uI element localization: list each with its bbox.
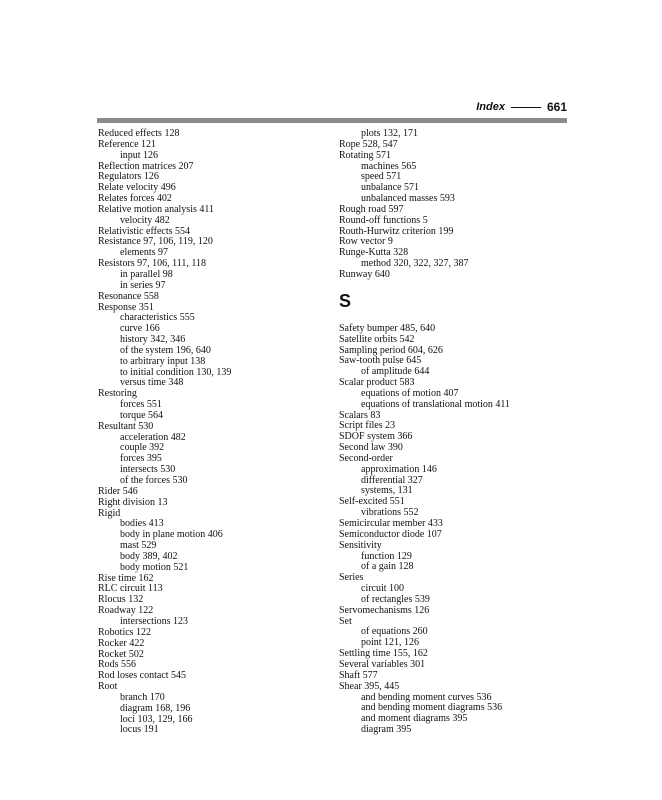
index-subentry: diagram 168, 196 xyxy=(120,702,191,714)
index-subentry: and bending moment curves 536 xyxy=(361,691,492,703)
index-entry: Roadway 122 xyxy=(98,605,154,617)
index-entry: Series xyxy=(339,572,364,584)
index-subentry: vibrations 552 xyxy=(361,507,419,519)
index-entry: Satellite orbits 542 xyxy=(339,333,415,345)
index-entry: Scalar product 583 xyxy=(339,377,415,389)
index-subentry: bodies 413 xyxy=(120,518,164,530)
index-entry: Right division 13 xyxy=(98,496,168,508)
index-entry: Regulators 126 xyxy=(98,171,159,183)
index-entry: Runge-Kutta 328 xyxy=(339,247,409,259)
index-entry: Safety bumper 485, 640 xyxy=(339,322,436,334)
index-subentry: approximation 146 xyxy=(361,463,437,475)
index-subentry: mast 529 xyxy=(120,540,157,552)
running-header xyxy=(476,100,567,114)
index-entry: Relativistic effects 554 xyxy=(98,225,191,237)
index-entry: Reflection matrices 207 xyxy=(98,160,194,172)
index-subentry: of equations 260 xyxy=(361,626,428,638)
header-dash xyxy=(511,107,541,108)
index-entry: Reduced effects 128 xyxy=(98,128,180,139)
index-entry: Resonance 558 xyxy=(98,290,159,302)
index-subentry: function 129 xyxy=(361,550,412,562)
index-subentry: acceleration 482 xyxy=(120,431,186,443)
index-subentry: loci 103, 129, 166 xyxy=(120,713,193,725)
index-subentry: and moment diagrams 395 xyxy=(361,713,468,725)
index-entry: Runway 640 xyxy=(339,268,390,280)
index-entry: Relative motion analysis 411 xyxy=(98,203,215,215)
index-entry: Semiconductor diode 107 xyxy=(339,528,442,540)
index-subentry: of the forces 530 xyxy=(120,475,188,486)
index-subentry: to initial condition 130, 139 xyxy=(120,366,232,378)
page-number: 661 xyxy=(546,100,567,114)
index-entry: Sensitivity xyxy=(339,539,382,551)
index-subentry: unbalance 571 xyxy=(361,182,420,194)
index-entry: Relates forces 402 xyxy=(98,193,172,205)
index-entry: Reference 121 xyxy=(98,138,157,150)
index-subentry: forces 395 xyxy=(120,453,162,465)
index-entry: Rods 556 xyxy=(98,659,137,671)
index-entry: Script files 23 xyxy=(339,420,396,432)
index-subentry: plots 132, 171 xyxy=(361,128,418,139)
index-subentry: locus 191 xyxy=(120,724,159,736)
index-entry: Saw-tooth pulse 645 xyxy=(339,355,422,367)
index-entry: Robotics 122 xyxy=(98,626,152,638)
index-group-s xyxy=(339,324,510,736)
index-subentry: of a gain 128 xyxy=(361,561,414,573)
index-entry: Resistance 97, 106, 119, 120 xyxy=(98,236,213,248)
index-entry: Sampling period 604, 626 xyxy=(339,344,443,356)
index-entry: Second-order xyxy=(339,452,393,464)
index-subentry: to arbitrary input 138 xyxy=(120,355,206,367)
index-entry: Rlocus 132 xyxy=(98,594,144,606)
index-subentry: input 126 xyxy=(120,149,159,161)
index-subentry: diagram 395 xyxy=(361,724,412,736)
index-subentry: equations of translational motion 411 xyxy=(361,398,511,410)
index-subentry: body 389, 402 xyxy=(120,550,178,562)
index-entry: Shear 395, 445 xyxy=(339,680,400,692)
index-entry: Rise time 162 xyxy=(98,572,154,584)
index-subentry: unbalanced masses 593 xyxy=(361,193,455,205)
index-entry: Resultant 530 xyxy=(98,420,154,432)
index-subentry: of the system 196, 640 xyxy=(120,344,211,356)
index-subentry: torque 564 xyxy=(120,409,164,421)
index-entry: Rigid xyxy=(98,507,121,519)
index-entry: RLC circuit 113 xyxy=(98,583,163,595)
index-entry: Round-off functions 5 xyxy=(339,214,428,226)
index-entry: Scalars 83 xyxy=(339,409,381,421)
index-subentry: history 342, 346 xyxy=(120,334,186,346)
index-subentry: branch 170 xyxy=(120,691,165,703)
index-subentry: of rectangles 539 xyxy=(361,593,430,605)
index-subentry: curve 166 xyxy=(120,323,160,335)
index-subentry: point 121, 126 xyxy=(361,637,420,649)
index-subentry: characteristics 555 xyxy=(120,312,195,324)
index-entry: Servomechanisms 126 xyxy=(339,604,430,616)
index-subentry: equations of motion 407 xyxy=(361,387,459,399)
header-rule xyxy=(97,118,567,123)
index-subentry: versus time 348 xyxy=(120,377,184,389)
index-subentry: and bending moment diagrams 536 xyxy=(361,702,503,714)
index-entry: Rough road 597 xyxy=(339,203,404,215)
index-group-r xyxy=(339,129,510,281)
index-entry: Several variables 301 xyxy=(339,658,426,670)
index-entry: SDOF system 366 xyxy=(339,431,413,443)
index-subentry: in series 97 xyxy=(120,279,166,291)
index-subentry: systems, 131 xyxy=(361,485,413,497)
index-entry: Row vector 9 xyxy=(339,236,393,248)
index-subentry: couple 392 xyxy=(120,442,165,454)
index-subentry: intersections 123 xyxy=(120,615,189,627)
index-entry: Rotating 571 xyxy=(339,149,391,161)
index-subentry: circuit 100 xyxy=(361,583,405,595)
index-entry: Second law 390 xyxy=(339,442,403,454)
index-entry: Rocker 422 xyxy=(98,637,145,649)
index-entry: Restoring xyxy=(98,388,137,400)
section-letter: S xyxy=(339,290,352,311)
index-entry: Response 351 xyxy=(98,301,154,313)
index-subentry: speed 571 xyxy=(361,171,402,183)
index-subentry: velocity 482 xyxy=(120,214,170,226)
index-column-right xyxy=(339,129,510,736)
index-entry: Rope 528, 547 xyxy=(339,138,398,150)
header-label: Index xyxy=(476,101,505,113)
index-subentry: of amplitude 644 xyxy=(361,366,430,378)
index-entry: Relate velocity 496 xyxy=(98,182,176,194)
index-subentry: intersects 530 xyxy=(120,464,176,476)
index-entry: Self-excited 551 xyxy=(339,496,405,508)
index-entry: Resistors 97, 106, 111, 118 xyxy=(98,258,207,270)
index-column-left xyxy=(98,129,231,736)
index-subentry: body motion 521 xyxy=(120,561,189,573)
index-entry: Rod loses contact 545 xyxy=(98,670,187,682)
index-subentry: differential 327 xyxy=(361,474,423,486)
index-subentry: machines 565 xyxy=(361,160,417,172)
index-entry: Shaft 577 xyxy=(339,669,378,681)
index-entry: Settling time 155, 162 xyxy=(339,648,428,660)
index-subentry: elements 97 xyxy=(120,247,169,259)
index-subentry: body in plane motion 406 xyxy=(120,529,223,541)
index-entry: Set xyxy=(339,615,352,627)
index-entry: Routh-Hurwitz criterion 199 xyxy=(339,225,454,237)
index-subentry: method 320, 322, 327, 387 xyxy=(361,258,469,270)
index-entry: Rider 546 xyxy=(98,485,138,497)
index-subentry: in parallel 98 xyxy=(120,268,173,280)
index-entry: Root xyxy=(98,681,118,693)
index-entry: Semicircular member 433 xyxy=(339,518,443,529)
index-entry: Rocket 502 xyxy=(98,648,144,660)
index-subentry: forces 551 xyxy=(120,399,162,411)
